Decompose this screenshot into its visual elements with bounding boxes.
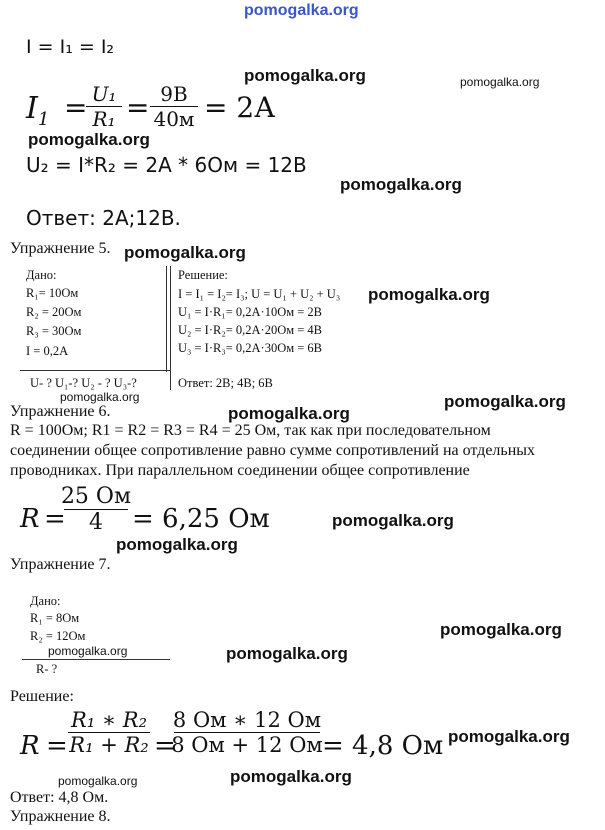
exercise-6-text-line-3: проводниках. При параллельном соединении общее сопротивление (10, 462, 470, 479)
watermark: pomogalka.org (368, 285, 490, 304)
find-unknowns: U- ? U₁-? U₂ - ? U₃-? (30, 376, 137, 390)
ex7-fraction-numeric (171, 708, 323, 757)
watermark: pomogalka.org (244, 66, 366, 85)
ex6-numerator: 25 Ом (60, 484, 132, 509)
solution-label: Решение: (178, 268, 228, 282)
exercise-5-answer: Ответ: 2В; 4В; 6В (178, 376, 273, 390)
ex6-lhs: R (20, 504, 40, 534)
given-divider (20, 370, 170, 371)
i1-result: = 2А (204, 91, 276, 124)
ex7-result: = 4,8 Ом (322, 731, 444, 761)
watermark: pomogalka.org (460, 75, 540, 89)
i1-denominator: R₁ (92, 107, 116, 131)
exercise-6-text-line-1: R = 100Ом; R1 = R2 = R3 = R4 = 25 Ом, так как при последовательном (10, 422, 491, 439)
watermark: pomogalka.org (124, 243, 246, 262)
i1-fraction-values (150, 82, 198, 131)
watermark: pomogalka.org (448, 727, 570, 746)
exercise-8-title: Упражнение 8. (10, 808, 111, 825)
given-r3: R₃ = 30Ом (26, 324, 82, 338)
watermark: pomogalka.org (60, 390, 140, 404)
watermark: pomogalka.org (116, 535, 238, 554)
solution-line-1: I = I₁ = I₂= I₃; U = U₁ + U₂ + U₃ (178, 287, 341, 301)
ex7-numerator-symbolic: R₁ ∗ R₂ (70, 708, 148, 732)
given-label: Дано: (26, 268, 57, 282)
watermark: pomogalka.org (440, 620, 562, 639)
i1-fraction (86, 82, 122, 131)
ex7-given-r2: R₂ = 12Ом (30, 629, 86, 643)
watermark: pomogalka.org (58, 774, 138, 788)
solution-line-2: U₁ = I·R₁= 0,2А·10Ом = 2В (178, 305, 323, 319)
watermark: pomogalka.org (28, 130, 150, 149)
ex6-eq: = (44, 504, 66, 534)
answer-1: Ответ: 2А;12В. (26, 206, 181, 230)
exercise-5-title: Упражнение 5. (10, 240, 111, 257)
watermark: pomogalka.org (332, 511, 454, 530)
given-r2: R₂ = 20Ом (26, 305, 82, 319)
solution-line-4: U₃ = I·R₃= 0,2А·30Ом = 6В (178, 341, 323, 355)
watermark: pomogalka.org (48, 644, 128, 658)
ex6-fraction (60, 484, 132, 535)
ex7-given-r1: R₁ = 8Ом (30, 611, 80, 625)
ex7-answer: Ответ: 4,8 Ом. (10, 789, 109, 806)
ex7-lhs: R (20, 731, 40, 761)
ex7-given-label: Дано: (30, 594, 61, 608)
table-vertical-divider (170, 266, 171, 390)
i1-lhs: I (26, 91, 38, 126)
given-r1: R₁= 10Ом (26, 286, 79, 300)
exercise-7-title: Упражнение 7. (10, 556, 111, 573)
table-vertical-divider-2 (166, 266, 167, 372)
ex6-denominator: 4 (89, 510, 103, 535)
ex6-result: = 6,25 Ом (132, 504, 270, 534)
ex7-eq: = (46, 731, 68, 761)
i1-denominator-value: 40м (153, 107, 195, 131)
i1-sub: 1 (37, 109, 50, 130)
watermark-top: pomogalka.org (244, 2, 359, 19)
exercise-6-text-line-2: соединении общее сопротивление равно сумме сопротивлений на отдельных (10, 442, 536, 459)
i1-eq2: = (126, 91, 150, 124)
given-current: I = 0,2А (26, 344, 69, 358)
ex7-solution-label: Решение: (10, 688, 74, 705)
ex7-find: R- ? (36, 662, 58, 676)
watermark: pomogalka.org (340, 175, 462, 194)
i1-numerator: U₁ (91, 82, 117, 106)
watermark: pomogalka.org (228, 404, 350, 423)
exercise-6-title: Упражнение 6. (10, 403, 111, 420)
watermark: pomogalka.org (230, 767, 352, 786)
ex7-fraction-symbolic (68, 708, 150, 757)
ex7-denominator-symbolic: R₁ + R₂ (69, 733, 149, 757)
ex7-denominator-numeric: 8 Ом + 12 Ом (171, 733, 323, 757)
solution-line-3: U₂ = I·R₂= 0,2А·20Ом = 4В (178, 323, 323, 337)
current-equality-line: I = I₁ = I₂ (26, 36, 115, 58)
i1-numerator-value: 9В (160, 82, 188, 106)
u2-formula-line: U₂ = I*R₂ = 2А * 6Ом = 12В (26, 153, 307, 177)
watermark: pomogalka.org (444, 392, 566, 411)
ex7-eq2: = (154, 731, 176, 761)
ex7-given-divider (22, 659, 170, 660)
watermark: pomogalka.org (226, 644, 348, 663)
ex7-numerator-numeric: 8 Ом ∗ 12 Ом (172, 708, 322, 732)
i1-eq: = (64, 91, 88, 124)
